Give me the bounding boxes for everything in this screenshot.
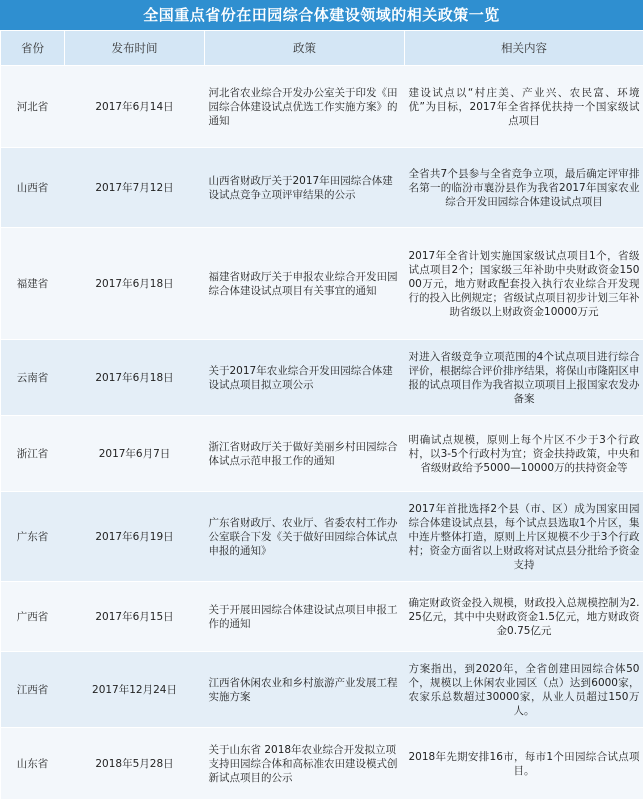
cell-content: 2017年首批选择2个县（市、区）成为国家田园综合体建设试点县，每个试点县选取1个片区，集中连片整体打造，原则上片区规模不少于3个行政村；资金方面省以上财政将对试点县分批给予资金支持 [405, 492, 643, 582]
table-row [1, 340, 643, 416]
cell-date: 2018年5月28日 [65, 728, 205, 800]
cell-province: 江西省 [1, 652, 65, 728]
cell-content: 建设试点以“村庄美、产业兴、农民富、环境优”为目标，2017年全省择优扶持一个国家级试点项目 [405, 66, 643, 148]
cell-province: 河北省 [1, 66, 65, 148]
cell-content: 确定财政资金投入规模，财政投入总规模控制为2.25亿元，其中中央财政资金1.5亿元，地方财政资金0.75亿元 [405, 582, 643, 652]
cell-province: 广西省 [1, 582, 65, 652]
cell-policy: 山西省财政厅关于2017年田园综合体建设试点竞争立项评审结果的公示 [205, 148, 405, 228]
table-row [1, 66, 643, 148]
cell-policy: 广东省财政厅、农业厅、省委农村工作办公室联合下发《关于做好田园综合体试点申报的通知》 [205, 492, 405, 582]
header-date: 发布时间 [65, 31, 205, 66]
cell-date: 2017年6月19日 [65, 492, 205, 582]
cell-content: 2018年先期安排16市，每市1个田园综合试点项目。 [405, 728, 643, 800]
cell-province: 广东省 [1, 492, 65, 582]
cell-content: 方案指出，到2020年，全省创建田园综合体50个，规模以上休闲农业园区（点）达到6000家，农家乐总数超过30000家，从业人员超过150万人。 [405, 652, 643, 728]
cell-content: 全省共7个县参与全省竞争立项，最后确定评审排名第一的临汾市襄汾县作为我省2017年国家农业综合开发田园综合体建设试点项目 [405, 148, 643, 228]
page-title: 全国重点省份在田园综合体建设领域的相关政策一览 [0, 0, 643, 30]
cell-date: 2017年12月24日 [65, 652, 205, 728]
table-row [1, 652, 643, 728]
table-row [1, 148, 643, 228]
header-policy: 政策 [205, 31, 405, 66]
cell-date: 2017年6月7日 [65, 416, 205, 492]
cell-province: 云南省 [1, 340, 65, 416]
table-header-row [1, 31, 643, 66]
cell-content: 2017年全省计划实施国家级试点项目1个，省级试点项目2个；国家级三年补助中央财政资金15000万元，地方财政配套投入执行农业综合开发现行的投入比例规定；省级试点项目初步计划三年补助省级以上财政资金10000万元 [405, 228, 643, 340]
cell-content: 明确试点规模，原则上每个片区不少于3个行政村，以3-5个行政村为宜；资金扶持政策，中央和省级财政给予5000—10000万的扶持资金等 [405, 416, 643, 492]
table-row [1, 582, 643, 652]
cell-policy: 河北省农业综合开发办公室关于印发《田园综合体建设试点优选工作实施方案》的通知 [205, 66, 405, 148]
cell-province: 福建省 [1, 228, 65, 340]
table-row [1, 492, 643, 582]
table-row [1, 228, 643, 340]
cell-content: 对进入省级竞争立项范围的4个试点项目进行综合评价，根据综合评价排序结果，将保山市隆阳区申报的试点项目作为我省拟立项项目上报国家农发办备案 [405, 340, 643, 416]
cell-policy: 江西省休闲农业和乡村旅游产业发展工程实施方案 [205, 652, 405, 728]
cell-policy: 关于2017年农业综合开发田园综合体建设试点项目拟立项公示 [205, 340, 405, 416]
table-row [1, 416, 643, 492]
cell-policy: 关于开展田园综合体建设试点项目申报工作的通知 [205, 582, 405, 652]
cell-province: 山东省 [1, 728, 65, 800]
cell-date: 2017年6月18日 [65, 340, 205, 416]
cell-province: 浙江省 [1, 416, 65, 492]
cell-province: 山西省 [1, 148, 65, 228]
cell-policy: 福建省财政厅关于申报农业综合开发田园综合体建设试点项目有关事宜的通知 [205, 228, 405, 340]
cell-date: 2017年7月12日 [65, 148, 205, 228]
cell-policy: 关于山东省 2018年农业综合开发拟立项支持田园综合体和高标准农田建设模式创新试点项目的公示 [205, 728, 405, 800]
cell-date: 2017年6月18日 [65, 228, 205, 340]
header-content: 相关内容 [405, 31, 643, 66]
cell-policy: 浙江省财政厅关于做好美丽乡村田园综合体试点示范申报工作的通知 [205, 416, 405, 492]
policy-table [0, 30, 643, 800]
cell-date: 2017年6月14日 [65, 66, 205, 148]
header-province: 省份 [1, 31, 65, 66]
cell-date: 2017年6月15日 [65, 582, 205, 652]
